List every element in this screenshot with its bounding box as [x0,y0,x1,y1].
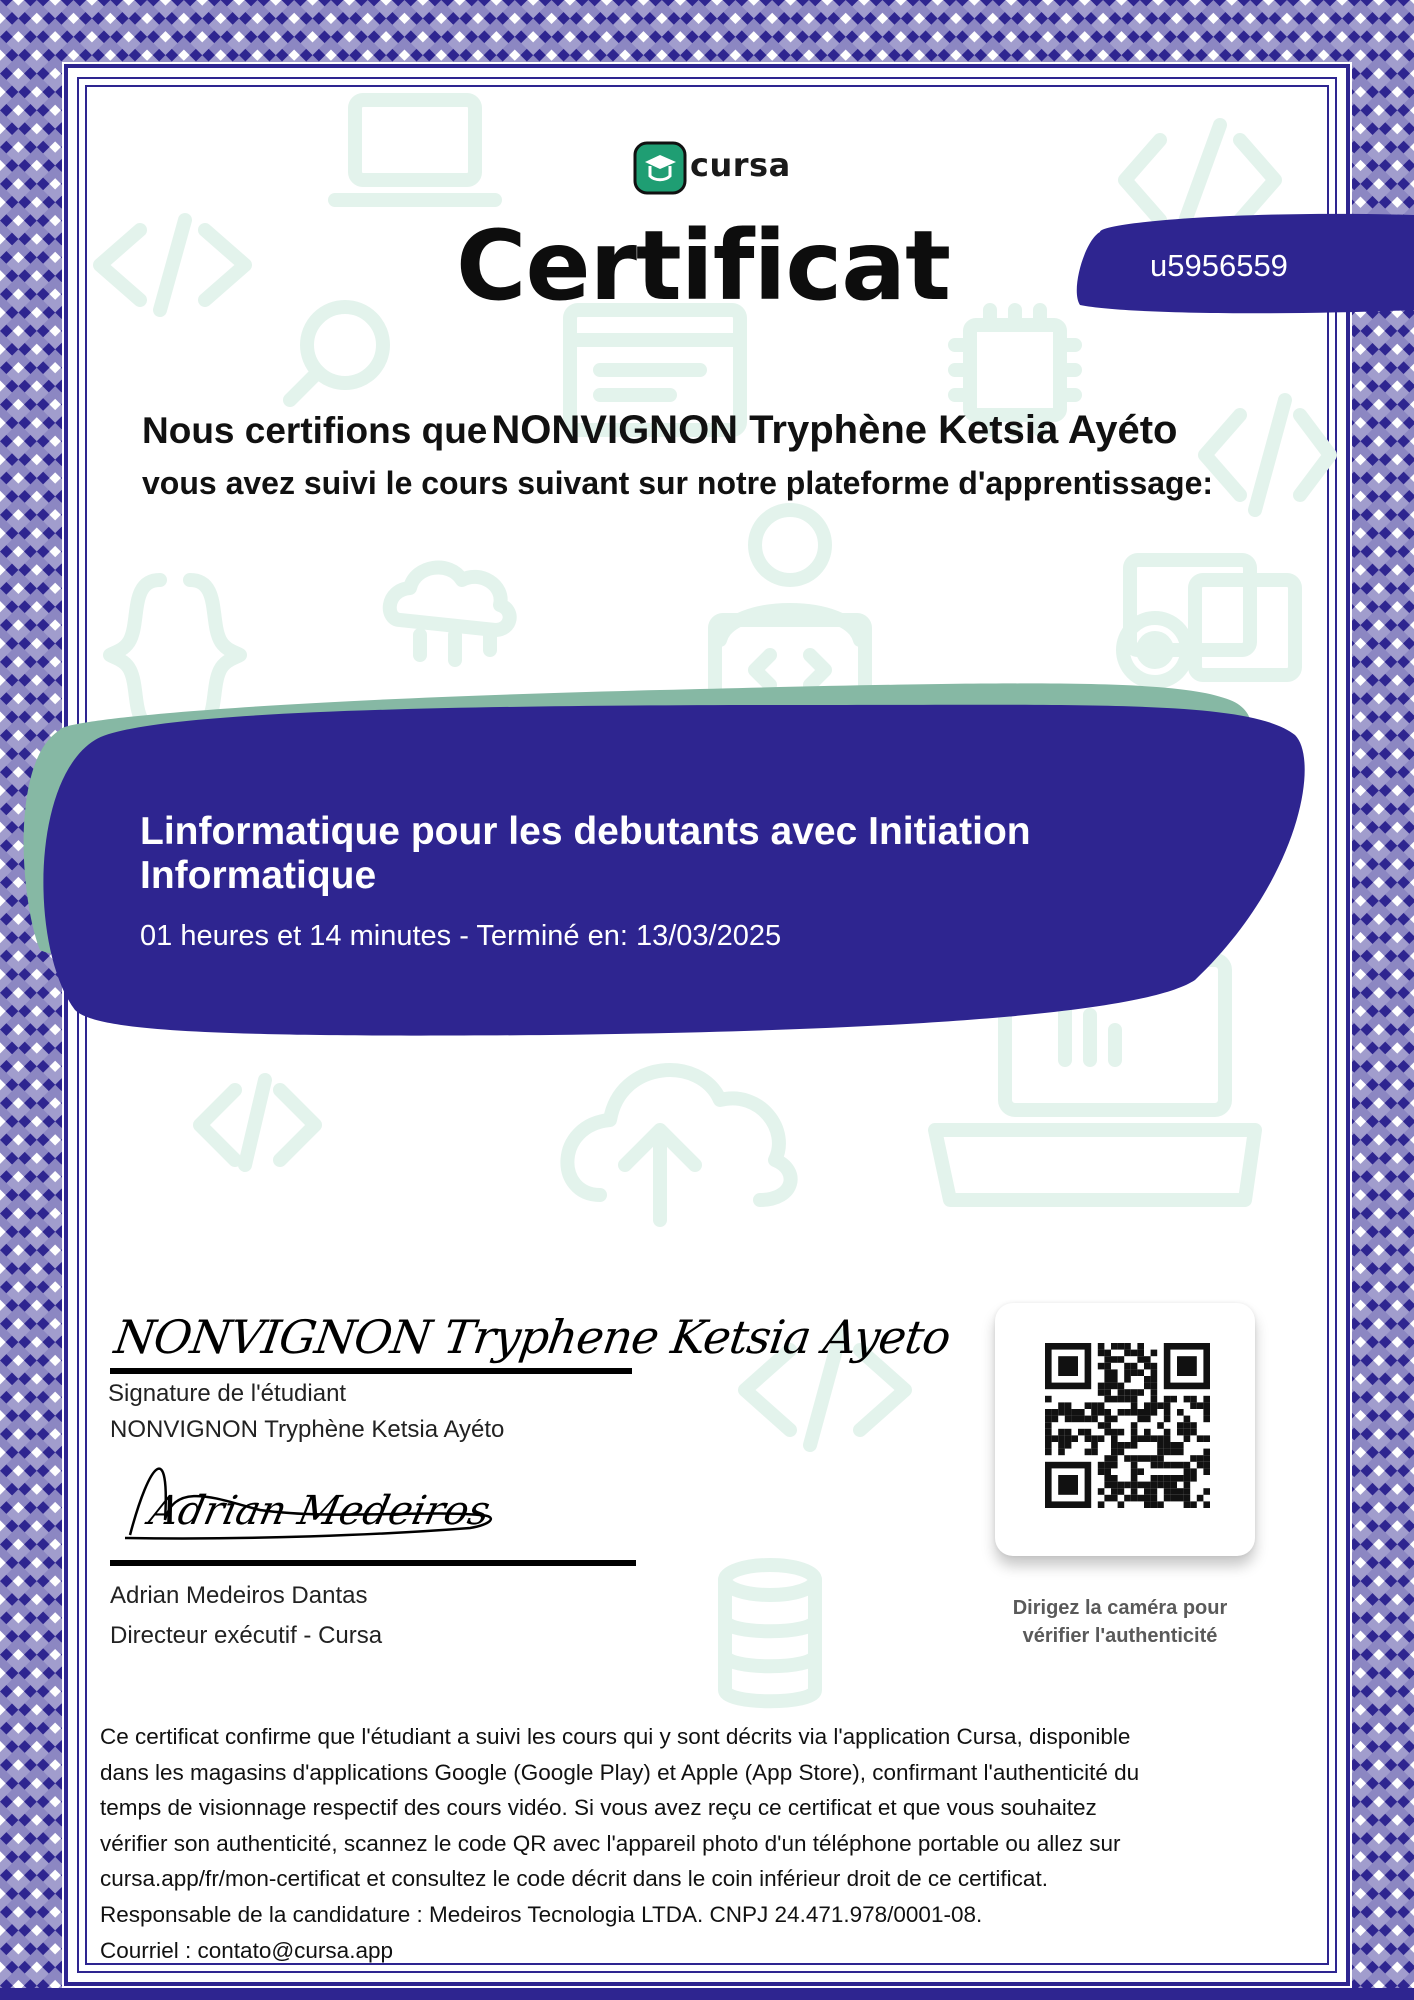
footer-line: dans les magasins d'applications Google (Google Play) et Apple (App Store), confirmant l'authenticité du [100,1759,1140,1785]
intro-prefix: Nous certifions que [142,410,488,451]
intro-line-2: vous avez suivi le cours suivant sur notre plateforme d'apprentissage: [142,465,1214,501]
director-signature-handwriting: Adrian Medeiros [145,1488,495,1534]
footer-line: Responsable de la candidature : Medeiros Tecnologia LTDA. CNPJ 24.471.978/0001-08. [100,1901,983,1927]
footer-line: Ce certificat confirme que l'étudiant a suivi les cours qui y sont décrits via l'application Cursa, disponible [100,1724,1131,1749]
footer-text [100,1719,1350,1968]
footer-line: cursa.app/fr/mon-certificat et consultez le code décrit dans le coin inférieur droit de ce certificat. [100,1866,1048,1892]
certificate-code: u5956559 [1150,248,1288,283]
student-signature-handwriting: NONVIGNON Tryphene Ketsia Ayeto [111,1310,954,1364]
director-name: Adrian Medeiros Dantas [110,1582,368,1609]
qr-caption-line-1: Dirigez la caméra pour [1012,1597,1228,1619]
brand-name: cursa [690,146,791,184]
director-role: Directeur exécutif - Cursa [110,1622,383,1649]
student-name-heading: NONVIGNON Tryphène Ketsia Ayéto [491,408,1178,452]
course-title: Linformatique pour les debutants avec Initiation Informatique [140,810,1031,897]
course-meta: 01 heures et 14 minutes - Terminé en: 13/03/2025 [140,920,782,952]
footer-line: vérifier son authenticité, scannez le code QR avec l'appareil photo d'un téléphone portable ou allez sur [100,1830,1121,1856]
qr-caption [970,1594,1270,1650]
page-title: Certificat [456,210,950,322]
footer-line: Courriel : contato@cursa.app [100,1937,393,1963]
student-name: NONVIGNON Tryphène Ketsia Ayéto [110,1416,505,1443]
qr-caption-line-2: vérifier l'authenticité [1022,1625,1218,1647]
footer-line: temps de visionnage respectif des cours vidéo. Si vous avez reçu ce certificat et que vous souhaitez [100,1795,1097,1821]
student-signature-caption: Signature de l'étudiant [108,1380,347,1407]
